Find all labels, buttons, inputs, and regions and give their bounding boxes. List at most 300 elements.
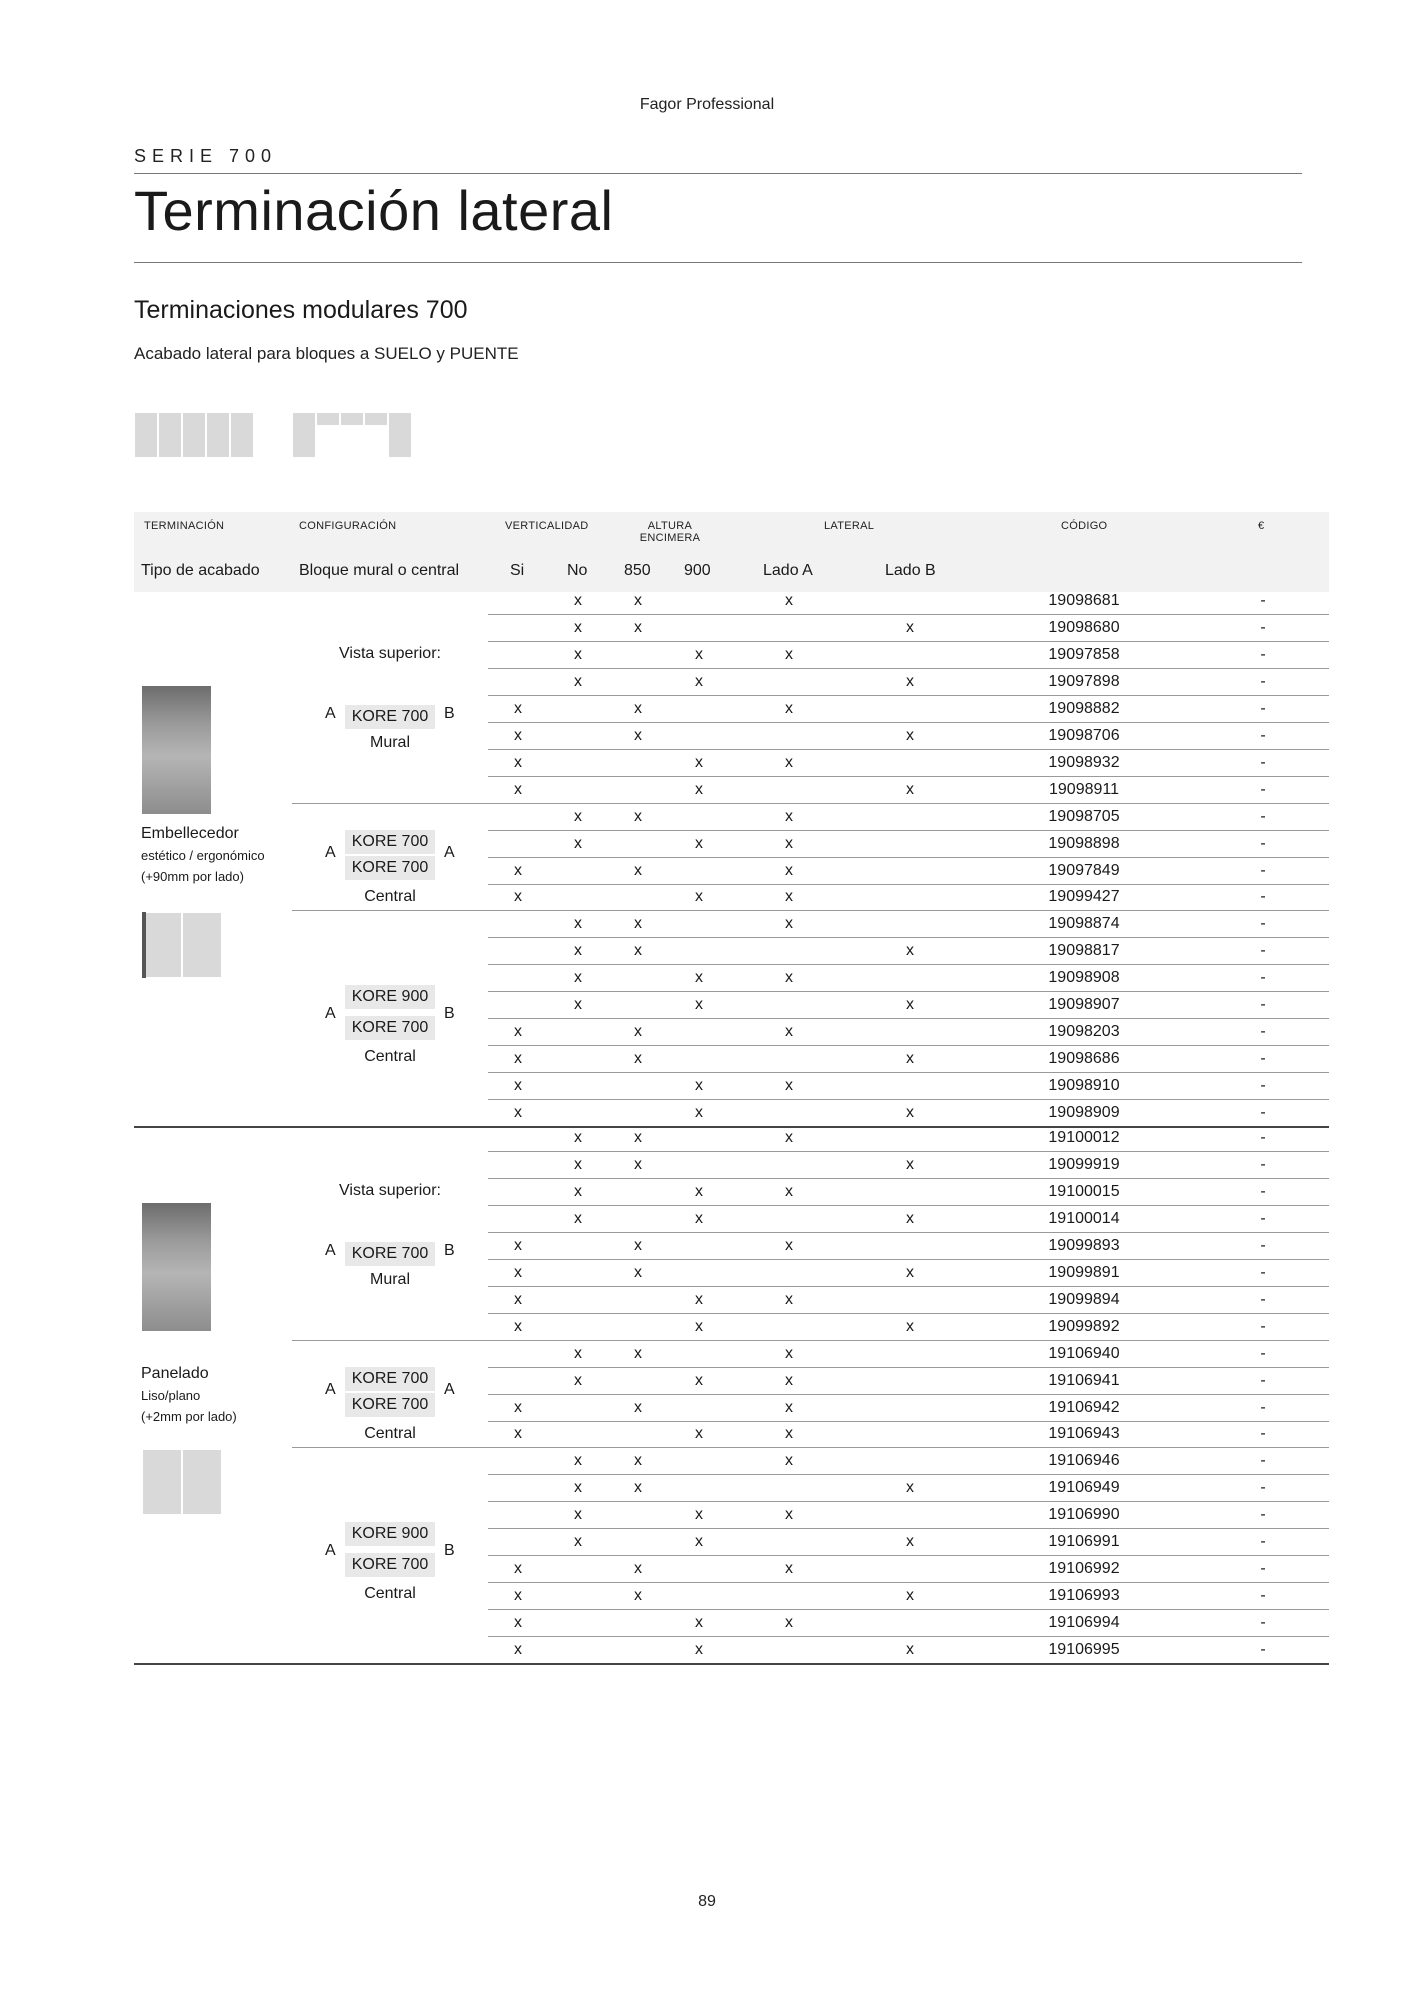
altura-mark: x [634,1398,642,1416]
altura-mark: x [634,592,642,609]
diagram-block [182,912,222,978]
configuracion-label: Central [364,1424,416,1442]
price-cell: - [1260,1344,1266,1362]
codigo-cell: 19098706 [1048,726,1120,744]
terminacion-size: (+2mm por lado) [141,1409,237,1424]
lateral-mark: x [785,1077,793,1095]
price-cell: - [1260,1641,1266,1659]
row-divider [488,1045,1329,1046]
codigo-cell: 19106993 [1048,1587,1120,1605]
row-divider [488,1501,1329,1502]
altura-mark: x [634,1050,642,1068]
lateral-mark: x [906,1104,914,1122]
col-header-codigo: CÓDIGO [1061,520,1108,532]
verticalidad-mark: x [514,753,522,771]
kore-module: KORE 700 [345,1367,435,1391]
page-number: 89 [698,1893,716,1910]
table-row [0,938,1414,964]
lateral-mark: x [785,1371,793,1389]
verticalidad-mark: x [514,1104,522,1122]
kore-module: KORE 700 [345,856,435,880]
side-left-label: A [325,705,336,722]
codigo-cell: 19098910 [1048,1077,1120,1095]
row-divider [488,1259,1329,1260]
row-divider [488,1555,1329,1556]
kore-module: KORE 700 [345,705,435,729]
lateral-mark: x [785,1614,793,1632]
subheader-tipo: Tipo de acabado [141,562,260,579]
verticalidad-mark: x [574,996,582,1014]
price-cell: - [1260,1425,1266,1443]
verticalidad-mark: x [574,618,582,636]
verticalidad-mark: x [514,861,522,879]
codigo-cell: 19099894 [1048,1290,1120,1308]
altura-mark: x [634,942,642,960]
row-divider [488,937,1329,938]
row-divider [488,1286,1329,1287]
codigo-cell: 19098680 [1048,618,1120,636]
side-right-label: A [444,843,455,861]
price-cell: - [1260,618,1266,636]
codigo-cell: 19099892 [1048,1317,1120,1335]
title-divider [134,262,1302,263]
verticalidad-mark: x [574,1209,582,1227]
altura-mark: x [634,1263,642,1281]
lateral-mark: x [785,1398,793,1416]
price-cell: - [1260,672,1266,690]
codigo-cell: 19106991 [1048,1533,1120,1551]
verticalidad-mark: x [574,1506,582,1524]
codigo-cell: 19099427 [1048,888,1120,906]
price-cell: - [1260,1236,1266,1254]
altura-mark: x [695,1317,703,1335]
kore-module: KORE 900 [345,985,435,1009]
table-row [0,1073,1414,1099]
price-cell: - [1260,592,1266,609]
side-left-label: A [325,1005,336,1023]
lateral-mark: x [906,672,914,690]
altura-mark: x [695,1371,703,1389]
table-row [0,669,1414,695]
side-right-label: A [444,1380,455,1398]
table-row [0,615,1414,641]
verticalidad-mark: x [514,1641,522,1659]
altura-mark: x [695,1104,703,1122]
verticalidad-mark: x [514,888,522,906]
subheader-no: No [567,562,588,579]
verticalidad-mark: x [574,1452,582,1470]
codigo-cell: 19100014 [1048,1209,1120,1227]
price-cell: - [1260,1077,1266,1095]
table-row [0,1046,1414,1072]
lateral-mark: x [906,1479,914,1497]
row-divider [488,668,1329,669]
verticalidad-mark: x [514,1587,522,1605]
codigo-cell: 19106942 [1048,1398,1120,1416]
lateral-mark: x [906,1209,914,1227]
table-row [0,858,1414,884]
price-cell: - [1260,1533,1266,1551]
col-header-verticalidad: VERTICALIDAD [505,520,589,532]
codigo-cell: 19106940 [1048,1344,1120,1362]
codigo-cell: 19098908 [1048,969,1120,987]
verticalidad-mark: x [514,699,522,717]
row-divider [488,1421,1329,1422]
altura-mark: x [634,861,642,879]
altura-mark: x [634,1129,642,1146]
verticalidad-mark: x [574,807,582,825]
altura-mark: x [695,888,703,906]
verticalidad-mark: x [514,1560,522,1578]
price-cell: - [1260,807,1266,825]
verticalidad-mark: x [574,942,582,960]
diagram-block [142,912,182,978]
side-panel-diagram [142,1449,222,1515]
row-divider [488,1178,1329,1179]
altura-mark: x [695,1614,703,1632]
table-row [0,1100,1414,1126]
subheader-lado-b: Lado B [885,562,936,579]
codigo-cell: 19098686 [1048,1050,1120,1068]
table-row [0,1368,1414,1394]
price-cell: - [1260,1479,1266,1497]
price-cell: - [1260,834,1266,852]
group-divider [292,803,1329,804]
table-row [0,1206,1414,1232]
lateral-mark: x [785,1236,793,1254]
price-cell: - [1260,1104,1266,1122]
verticalidad-mark: x [514,1425,522,1443]
lateral-mark: x [906,1641,914,1659]
product-photo [142,1203,211,1331]
table-row [0,1260,1414,1286]
side-panel-diagram [142,912,222,978]
row-divider [488,1394,1329,1395]
codigo-cell: 19098909 [1048,1104,1120,1122]
table-row [0,1448,1414,1474]
codigo-cell: 19106995 [1048,1641,1120,1659]
price-cell: - [1260,1290,1266,1308]
serie-label: SERIE 700 [134,146,278,166]
lateral-mark: x [785,1425,793,1443]
table-row [0,642,1414,668]
kore-module: KORE 700 [345,1393,435,1417]
lateral-mark: x [906,1587,914,1605]
lateral-mark: x [785,1182,793,1200]
terminacion-name: Panelado [141,1365,209,1382]
price-cell: - [1260,1587,1266,1605]
price-cell: - [1260,915,1266,933]
price-cell: - [1260,1209,1266,1227]
product-photo [142,686,211,814]
terminacion-detail: Liso/plano [141,1388,201,1403]
verticalidad-mark: x [574,645,582,663]
subheader-lado-a: Lado A [763,562,813,579]
price-cell: - [1260,1398,1266,1416]
price-cell: - [1260,1155,1266,1173]
lateral-mark: x [785,592,793,609]
verticalidad-mark: x [574,592,582,609]
verticalidad-mark: x [514,1398,522,1416]
altura-mark: x [634,1236,642,1254]
table-row [0,1475,1414,1501]
altura-mark: x [695,996,703,1014]
codigo-cell: 19098898 [1048,834,1120,852]
col-header-euro: € [1258,520,1265,532]
altura-mark: x [695,1209,703,1227]
price-cell: - [1260,888,1266,906]
price-cell: - [1260,1452,1266,1470]
altura-mark: x [695,1182,703,1200]
altura-mark: x [695,1533,703,1551]
codigo-cell: 19100015 [1048,1182,1120,1200]
table-row [0,804,1414,830]
lateral-mark: x [906,1263,914,1281]
kore-module: KORE 700 [345,1016,435,1040]
verticalidad-mark: x [574,915,582,933]
verticalidad-mark: x [514,1023,522,1041]
verticalidad-mark: x [574,834,582,852]
verticalidad-mark: x [574,1479,582,1497]
vista-superior-label: Vista superior: [339,1182,441,1199]
subheader-si: Si [510,562,525,579]
brand-header: Fagor Professional [639,96,775,113]
altura-mark: x [695,672,703,690]
table-row [0,1287,1414,1313]
group-divider [292,910,1329,911]
verticalidad-mark: x [574,1344,582,1362]
row-divider [488,1313,1329,1314]
row-divider [488,1232,1329,1233]
puente-block-diagram [292,412,412,458]
lateral-mark: x [785,699,793,717]
price-cell: - [1260,969,1266,987]
verticalidad-mark: x [514,1290,522,1308]
subheader-bloque: Bloque mural o central [299,562,460,579]
price-cell: - [1260,1506,1266,1524]
table-row [0,1125,1414,1151]
row-divider [488,964,1329,965]
table-row [0,1637,1414,1663]
price-cell: - [1260,1560,1266,1578]
group-divider [292,1340,1329,1341]
table-row [0,1152,1414,1178]
verticalidad-mark: x [574,969,582,987]
terminacion-detail: estético / ergonómico [141,848,265,863]
configuracion-label: Central [364,887,416,905]
kore-module: KORE 700 [345,830,435,854]
verticalidad-mark: x [574,1155,582,1173]
price-cell: - [1260,753,1266,771]
row-divider [488,1582,1329,1583]
verticalidad-mark: x [514,726,522,744]
codigo-cell: 19099893 [1048,1236,1120,1254]
codigo-cell: 19106949 [1048,1479,1120,1497]
table-row [0,1341,1414,1367]
lateral-mark: x [785,1344,793,1362]
terminacion-name: Embellecedor [141,825,239,842]
lateral-mark: x [785,1452,793,1470]
side-right-label: B [444,1542,455,1560]
verticalidad-mark: x [514,1263,522,1281]
price-cell: - [1260,1263,1266,1281]
table-row [0,696,1414,722]
diagram-block [182,1449,222,1515]
vista-superior-label: Vista superior: [339,645,441,662]
price-cell: - [1260,1371,1266,1389]
lateral-mark: x [785,1023,793,1041]
codigo-cell: 19098681 [1048,592,1120,609]
codigo-cell: 19098911 [1049,780,1119,798]
side-right-label: B [444,1005,455,1023]
kore-module: KORE 900 [345,1522,435,1546]
row-divider [488,857,1329,858]
price-cell: - [1260,996,1266,1014]
price-cell: - [1260,1614,1266,1632]
table-row [0,884,1414,910]
row-divider [488,1609,1329,1610]
lateral-mark: x [906,780,914,798]
verticalidad-mark: x [514,1317,522,1335]
verticalidad-mark: x [514,1614,522,1632]
lateral-mark: x [785,1560,793,1578]
verticalidad-mark: x [574,672,582,690]
subheader-900: 900 [684,562,711,579]
top-divider [134,173,1302,174]
section-subtitle: Terminaciones modulares 700 [134,296,468,324]
table-row [0,750,1414,776]
table-row [0,1502,1414,1528]
altura-mark: x [695,1641,703,1659]
altura-mark: x [695,753,703,771]
price-cell: - [1260,645,1266,663]
table-row [0,1529,1414,1555]
altura-mark: x [634,1344,642,1362]
row-divider [488,1636,1329,1637]
codigo-cell: 19106992 [1048,1560,1120,1578]
altura-mark: x [634,1452,642,1470]
row-divider [488,1474,1329,1475]
codigo-cell: 19098907 [1048,996,1120,1014]
row-divider [488,1151,1329,1152]
verticalidad-mark: x [574,1371,582,1389]
section-description: Acabado lateral para bloques a SUELO y PUENTE [134,344,519,363]
lateral-mark: x [906,942,914,960]
codigo-cell: 19098705 [1048,807,1120,825]
row-divider [488,1018,1329,1019]
row-divider [488,1099,1329,1100]
col-header-altura-line2: ENCIMERA [639,532,701,544]
codigo-cell: 19106994 [1048,1614,1120,1632]
verticalidad-mark: x [514,1077,522,1095]
row-divider [488,614,1329,615]
lateral-mark: x [906,1317,914,1335]
table-row [0,1610,1414,1636]
price-cell: - [1260,699,1266,717]
price-cell: - [1260,942,1266,960]
configuracion-label: Central [364,1585,416,1603]
altura-mark: x [634,1023,642,1041]
subheader-850: 850 [624,562,651,579]
verticalidad-mark: x [514,1050,522,1068]
lateral-mark: x [785,1129,793,1146]
table-row [0,1421,1414,1447]
lateral-mark: x [906,1155,914,1173]
altura-mark: x [634,1560,642,1578]
price-cell: - [1260,780,1266,798]
codigo-cell: 19099891 [1048,1263,1120,1281]
codigo-cell: 19098817 [1048,942,1120,960]
altura-mark: x [634,915,642,933]
side-right-label: B [444,705,455,722]
codigo-cell: 19098874 [1048,915,1120,933]
kore-module: KORE 700 [345,1553,435,1577]
row-divider [488,1528,1329,1529]
page-title: Terminación lateral [134,179,614,242]
table-row [0,1179,1414,1205]
verticalidad-mark: x [514,780,522,798]
row-divider [488,991,1329,992]
col-header-terminacion: TERMINACIÓN [144,520,225,532]
table-row [0,1395,1414,1421]
section-divider [134,1663,1329,1665]
col-header-lateral: LATERAL [824,520,875,532]
table-row [0,831,1414,857]
row-divider [488,1072,1329,1073]
row-divider [488,884,1329,885]
codigo-cell: 19100012 [1048,1129,1120,1146]
altura-mark: x [634,1155,642,1173]
altura-mark: x [634,699,642,717]
codigo-cell: 19099919 [1048,1155,1120,1173]
col-header-altura-line1: ALTURA [647,520,693,532]
lateral-mark: x [785,1506,793,1524]
row-divider [488,1205,1329,1206]
price-cell: - [1260,1023,1266,1041]
price-cell: - [1260,1050,1266,1068]
altura-mark: x [695,780,703,798]
codigo-cell: 19106941 [1048,1371,1120,1389]
col-header-configuracion: CONFIGURACIÓN [299,520,397,532]
row-divider [488,641,1329,642]
altura-mark: x [634,1587,642,1605]
side-left-label: A [325,843,336,861]
lateral-mark: x [906,618,914,636]
table-row [0,723,1414,749]
price-cell: - [1260,1182,1266,1200]
altura-mark: x [695,1290,703,1308]
lateral-mark: x [906,1533,914,1551]
row-divider [488,776,1329,777]
lateral-mark: x [785,1290,793,1308]
table-row [0,1019,1414,1045]
altura-mark: x [634,726,642,744]
row-divider [488,830,1329,831]
lateral-mark: x [785,915,793,933]
configuracion-label: Central [364,1048,416,1066]
codigo-cell: 19106990 [1048,1506,1120,1524]
lateral-mark: x [785,753,793,771]
lateral-mark: x [785,888,793,906]
verticalidad-mark: x [574,1182,582,1200]
table-row [0,911,1414,937]
table-row [0,1233,1414,1259]
altura-mark: x [695,1506,703,1524]
codigo-cell: 19106943 [1048,1425,1120,1443]
row-divider [488,695,1329,696]
lateral-mark: x [785,834,793,852]
terminacion-size: (+90mm por lado) [141,869,244,884]
